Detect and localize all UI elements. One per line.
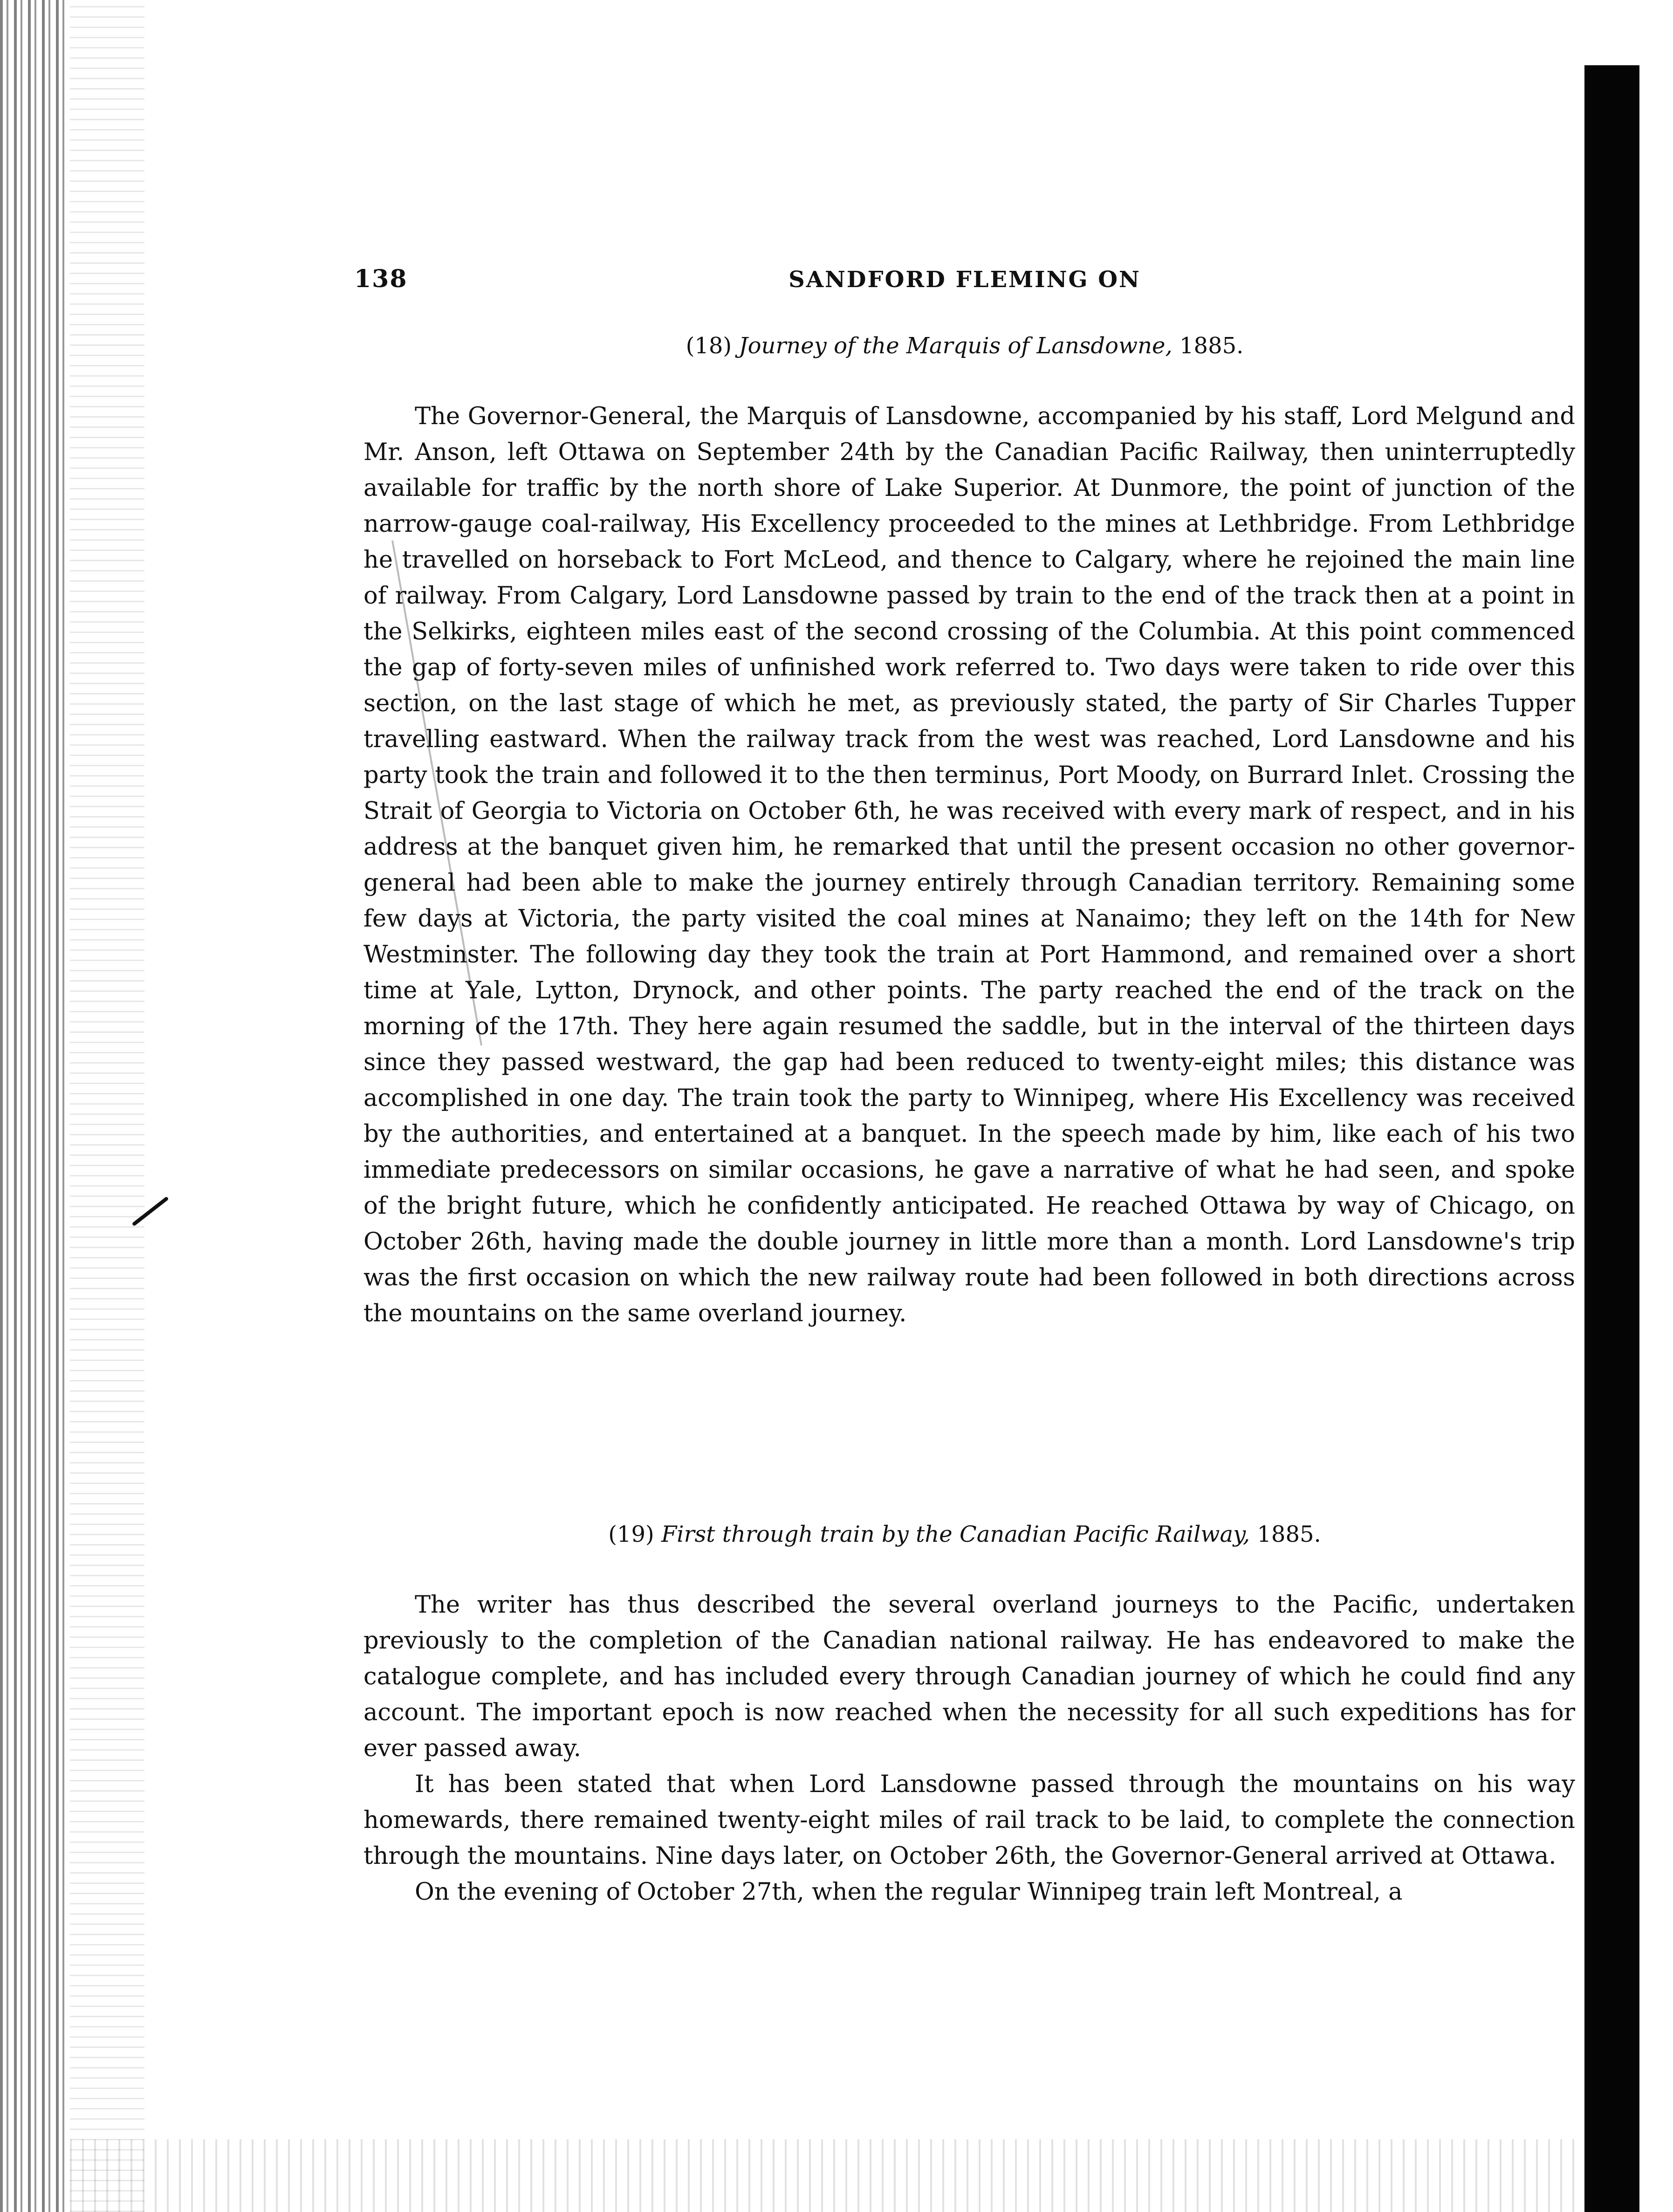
paragraph: It has been stated that when Lord Lansdowne passed through the mountains on his way homewards, there remained twenty-eight miles of rail track to be laid, to complete the connection through the mountains. Nine days later, on October 26th, the Governor-General arrived at Ottawa. [363,1771,1575,1870]
section-year: 1885. [1257,1521,1321,1547]
section-number: (18) [686,333,732,359]
section-19-body [363,1587,1575,1910]
scan-bottom-noise [70,2139,1584,2212]
scan-left-shadow [70,0,144,2212]
paragraph: The Governor-General, the Marquis of Lansdowne, accompanied by his staff, Lord Melgund and Mr. Anson, left Ottawa on September 24th by the Canadian Pacific Railway, then uninterruptedly available for traffic by the north shore of Lake Superior. At Dunmore, the point of junction of the narrow-gauge coal-railway, His Excellency proceeded to the mines at Lethbridge. From Lethbridge he travelled on horseback to Fort McLeod, and thence to Calgary, where he rejoined the main line of railway. From Calgary, Lord Lansdowne passed by train to the end of the track then at a point in the Selkirks, eighteen miles east of the second crossing of the Columbia. At this point commenced the gap of forty-seven miles of unfinished work referred to. Two days were taken to ride over this section, on the last stage of which he met, as previously stated, the party of Sir Charles Tupper travelling eastward. When the railway track from the west was reached, Lord Lansdowne and his party took the train and followed it to the then terminus, Port Moody, on Burrard Inlet. Crossing the Strait of Georgia to Victoria on October 6th, he was received with every mark of respect, and in his address at the banquet given him, he remarked that until the present occasion no other governor-general had been able to make the journey entirely through Canadian territory. Remaining some few days at Victoria, the party visited the coal mines at Nanaimo; they left on the 14th for New Westminster. The following day they took the train at Port Hammond, and remained over a short time at Yale, Lytton, Drynock, and other points. The party reached the end of the track on the morning of the 17th. They here again resumed the saddle, but in the interval of the thirteen days since they passed westward, the gap had been reduced to twenty-eight miles; this distance was accomplished in one day. The train took the party to Winnipeg, where His Excellency was received by the authorities, and entertained at a banquet. In the speech made by him, like each of his two immediate predecessors on similar occasions, he gave a narrative of what he had seen, and spoke of the bright future, which he confidently anticipated. He reached Ottawa by way of Chicago, on October 26th, having made the double journey in little more than a month. Lord Lansdowne's trip was the first occasion on which the new railway route had been followed in both directions across the mountains on the same overland journey. [363,403,1575,1327]
running-head: SANDFORD FLEMING ON [789,267,1141,293]
paragraph: The writer has thus described the several overland journeys to the Pacific, undertaken previously to the completion of the Canadian national railway. He has endeavored to make the catalogue complete, and has included every through Canadian journey of which he could find any account. The important epoch is now reached when the necessity for all such expeditions has for ever passed away. [363,1591,1575,1762]
section-year: 1885. [1179,333,1244,359]
section-number: (19) [608,1521,654,1547]
page-number: 138 [354,265,408,293]
section-heading-18 [354,332,1575,360]
section-18-body [363,398,1575,1332]
section-heading-19 [354,1520,1575,1548]
paragraph: On the evening of October 27th, when the regular Winnipeg train left Montreal, a [415,1878,1403,1906]
page-header [354,265,1575,307]
section-title: Journey of the Marquis of Lansdowne, [739,333,1172,359]
scan-left-edge [0,0,70,2212]
section-title: First through train by the Canadian Pacific Railway, [661,1521,1250,1547]
scan-right-border [1584,65,1639,2212]
